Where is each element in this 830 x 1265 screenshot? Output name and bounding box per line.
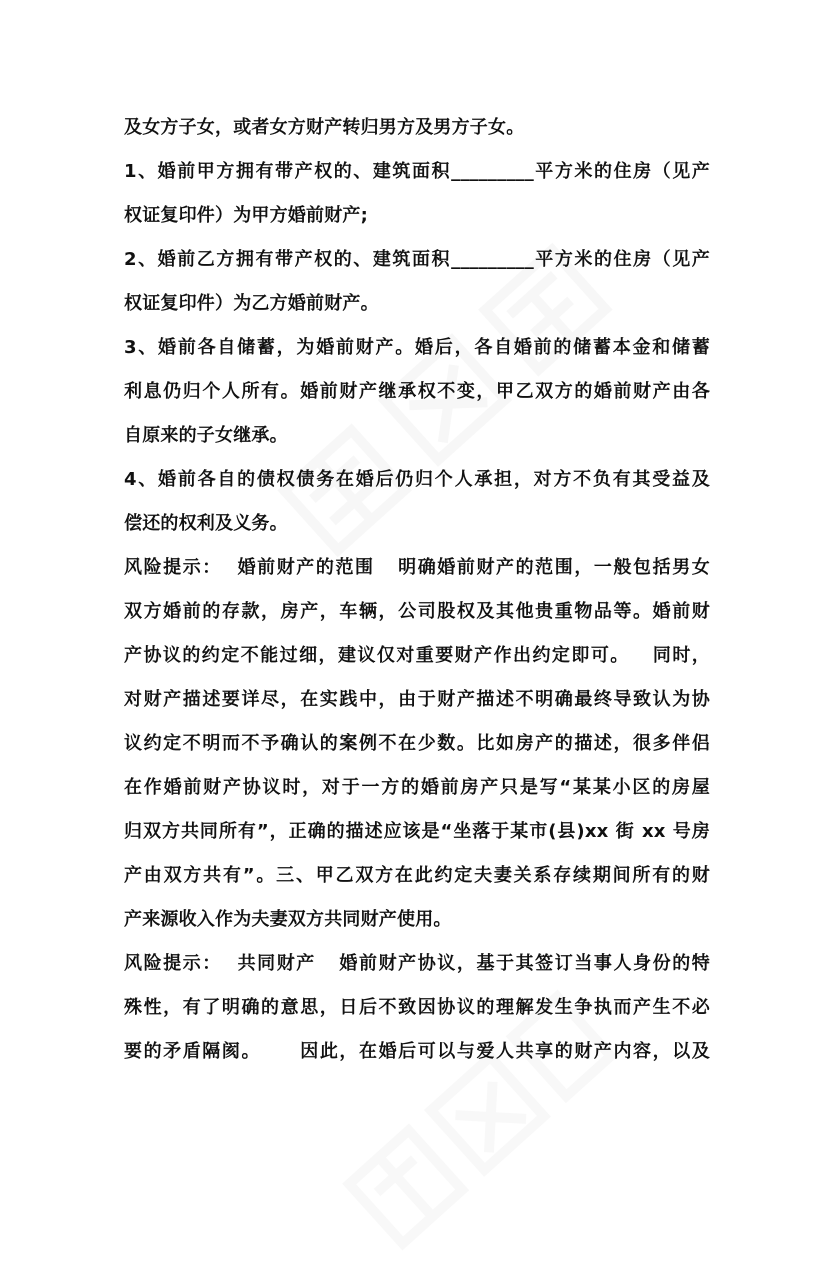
text-line: 殊性，有了明确的意思，日后不致因协议的理解发生争执而产生不必 — [124, 997, 710, 1018]
text-line: 4、婚前各自的债权债务在婚后仍归个人承担，对方不负有其受益及 — [124, 469, 710, 490]
text-line: 及女方子女，或者女方财产转归男方及男方子女。 — [124, 117, 525, 138]
text-line: 产由双方共有”。三、甲乙双方在此约定夫妻关系存续期间所有的财 — [124, 865, 710, 886]
text-line: 1、婚前甲方拥有带产权的、建筑面积_________平方米的住房（见产 — [124, 161, 710, 182]
document-body — [124, 106, 710, 1074]
text-line: 权证复印件）为乙方婚前财产。 — [124, 293, 379, 314]
text-line: 对财产描述要详尽，在实践中，由于财产描述不明确最终导致认为协 — [124, 689, 710, 710]
text-line: 议约定不明而不予确认的案例不在少数。比如房产的描述，很多伴侣 — [124, 733, 710, 754]
text-line: 风险提示： 婚前财产的范围 明确婚前财产的范围，一般包括男女 — [124, 557, 710, 578]
text-line: 自原来的子女继承。 — [124, 425, 288, 446]
text-line: 2、婚前乙方拥有带产权的、建筑面积_________平方米的住房（见产 — [124, 249, 710, 270]
text-line: 双方婚前的存款，房产，车辆，公司股权及其他贵重物品等。婚前财 — [124, 601, 710, 622]
text-line: 归双方共同所有”，正确的描述应该是“坐落于某市(县)xx 街 xx 号房 — [124, 821, 710, 842]
text-line: 产协议的约定不能过细，建议仅对重要财产作出约定即可。 同时， — [124, 645, 710, 666]
text-line: 要的矛盾隔阂。 因此，在婚后可以与爱人共享的财产内容，以及 — [124, 1041, 710, 1062]
text-line: 权证复印件）为甲方婚前财产; — [124, 205, 368, 226]
text-line: 利息仍归个人所有。婚前财产继承权不变，甲乙双方的婚前财产由各 — [124, 381, 710, 402]
text-line: 3、婚前各自储蓄，为婚前财产。婚后，各自婚前的储蓄本金和储蓄 — [124, 337, 710, 358]
text-line: 产来源收入作为夫妻双方共同财产使用。 — [124, 909, 452, 930]
text-line: 偿还的权利及义务。 — [124, 513, 288, 534]
text-line: 在作婚前财产协议时，对于一方的婚前房产只是写“某某小区的房屋 — [124, 777, 710, 798]
text-line: 风险提示： 共同财产 婚前财产协议，基于其签订当事人身份的特 — [124, 953, 710, 974]
